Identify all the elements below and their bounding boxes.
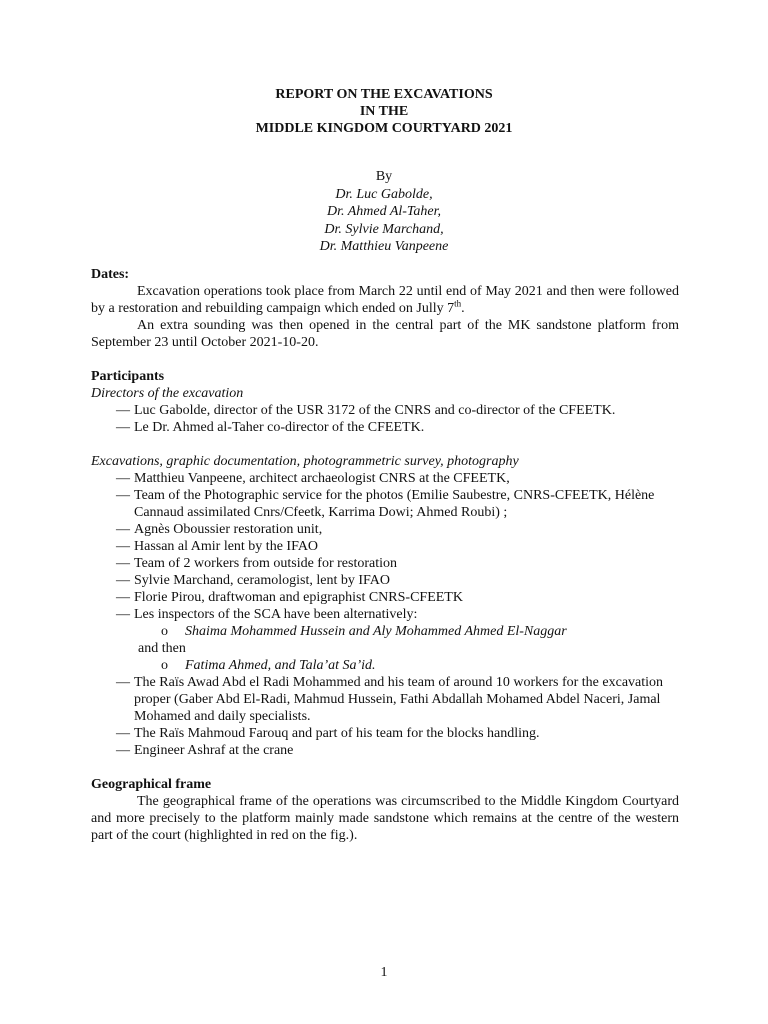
geo-heading: Geographical frame xyxy=(91,777,212,792)
author-name: Dr. Ahmed Al-Taher, xyxy=(326,204,442,219)
dash-bullet: — xyxy=(116,607,130,622)
list-item: — Team of the Photographic service for the photos (Emilie Saubestre, CNRS-CFEETK, Hélène Cannaud assimilated Cnrs/Cfeetk, Karrima Dowi; Ahmed Roubi) ; xyxy=(116,488,655,520)
list-item: — The Raïs Awad Abd el Radi Mohammed and his team of around 10 workers for the excavation proper (Gaber Abd El-Radi, Mahmud Hussein, Fathi Abdallah Mohamed Abdel Naceri, Jamal Mohamed and daily specialists. xyxy=(116,675,664,724)
page-number: 1 xyxy=(380,965,388,980)
list-item: — Hassan al Amir lent by the IFAO xyxy=(116,539,319,554)
directors-label: Directors of the excavation xyxy=(91,386,244,401)
team-list-continued xyxy=(91,674,679,759)
list-item: — The Raïs Mahmoud Farouq and part of his team for the blocks handling. xyxy=(116,726,540,741)
and-then-text: and then xyxy=(138,641,186,656)
dash-bullet: — xyxy=(116,522,130,537)
dash-bullet: — xyxy=(116,556,130,571)
list-item: — Luc Gabolde, director of the USR 3172 of the CNRS and co-director of the CFEETK. xyxy=(116,403,616,418)
team-list xyxy=(91,470,679,623)
report-body xyxy=(91,266,679,844)
list-item: — Matthieu Vanpeene, architect archaeologist CNRS at the CFEETK, xyxy=(116,471,510,486)
list-item: — Engineer Ashraf at the crane xyxy=(116,743,294,758)
report-title xyxy=(0,86,768,137)
list-item: — Agnès Oboussier restoration unit, xyxy=(116,522,323,537)
dates-text-1: Excavation operations took place from March 22 until end of May 2021 and then were followed by a restoration and rebuilding campaign which ended on Jully 7 xyxy=(91,284,679,316)
title-line-1: REPORT ON THE EXCAVATIONS xyxy=(275,87,493,102)
dates-text-1-end: . xyxy=(461,301,465,316)
inspectors-first: o Shaima Mohammed Hussein and Aly Mohammed Ahmed El-Naggar xyxy=(161,624,567,639)
dates-paragraph-1 xyxy=(91,283,679,317)
dash-bullet: — xyxy=(116,743,130,758)
author-name: Dr. Matthieu Vanpeene xyxy=(319,239,449,254)
list-item: — Florie Pirou, draftwoman and epigraphist CNRS-CFEETK xyxy=(116,590,463,605)
list-item: — Team of 2 workers from outside for restoration xyxy=(116,556,397,571)
dash-bullet: — xyxy=(116,675,130,690)
team-label: Excavations, graphic documentation, photogrammetric survey, photography xyxy=(91,454,519,469)
dates-heading: Dates: xyxy=(91,267,130,282)
title-line-2: IN THE xyxy=(359,104,409,119)
inspectors-second: o Fatima Ahmed, and Tala’at Sa’id. xyxy=(161,658,376,673)
dash-bullet: — xyxy=(116,420,130,435)
author-name: Dr. Luc Gabolde, xyxy=(335,186,433,202)
list-item: — Le Dr. Ahmed al-Taher co-director of the CFEETK. xyxy=(116,420,425,435)
dash-bullet: — xyxy=(116,539,130,554)
dates-paragraph-2: An extra sounding was then opened in the central part of the MK sandstone platform from September 23 until October 2021-10-20. xyxy=(91,318,679,350)
geo-paragraph: The geographical frame of the operations was circumscribed to the Middle Kingdom Courtyard and more precisely to the platform mainly made sandstone which remains at the centre of the western part of the court (highlighted in red on the fig.). xyxy=(91,794,679,843)
circle-bullet: o xyxy=(161,658,168,673)
dash-bullet: — xyxy=(116,403,130,418)
dates-superscript: th xyxy=(454,298,462,309)
title-line-3: MIDDLE KINGDOM COURTYARD 2021 xyxy=(255,121,513,136)
dash-bullet: — xyxy=(116,488,130,503)
author-block xyxy=(0,168,768,256)
list-item: — Les inspectors of the SCA have been alternatively: xyxy=(116,607,418,622)
circle-bullet: o xyxy=(161,624,168,639)
directors-list xyxy=(91,402,679,436)
list-item: — Sylvie Marchand, ceramologist, lent by IFAO xyxy=(116,573,390,588)
dash-bullet: — xyxy=(116,573,130,588)
by-label: By xyxy=(375,169,393,184)
author-name: Dr. Sylvie Marchand, xyxy=(324,221,444,237)
dash-bullet: — xyxy=(116,471,130,486)
participants-heading: Participants xyxy=(91,369,165,384)
dash-bullet: — xyxy=(116,590,130,605)
dash-bullet: — xyxy=(116,726,130,741)
